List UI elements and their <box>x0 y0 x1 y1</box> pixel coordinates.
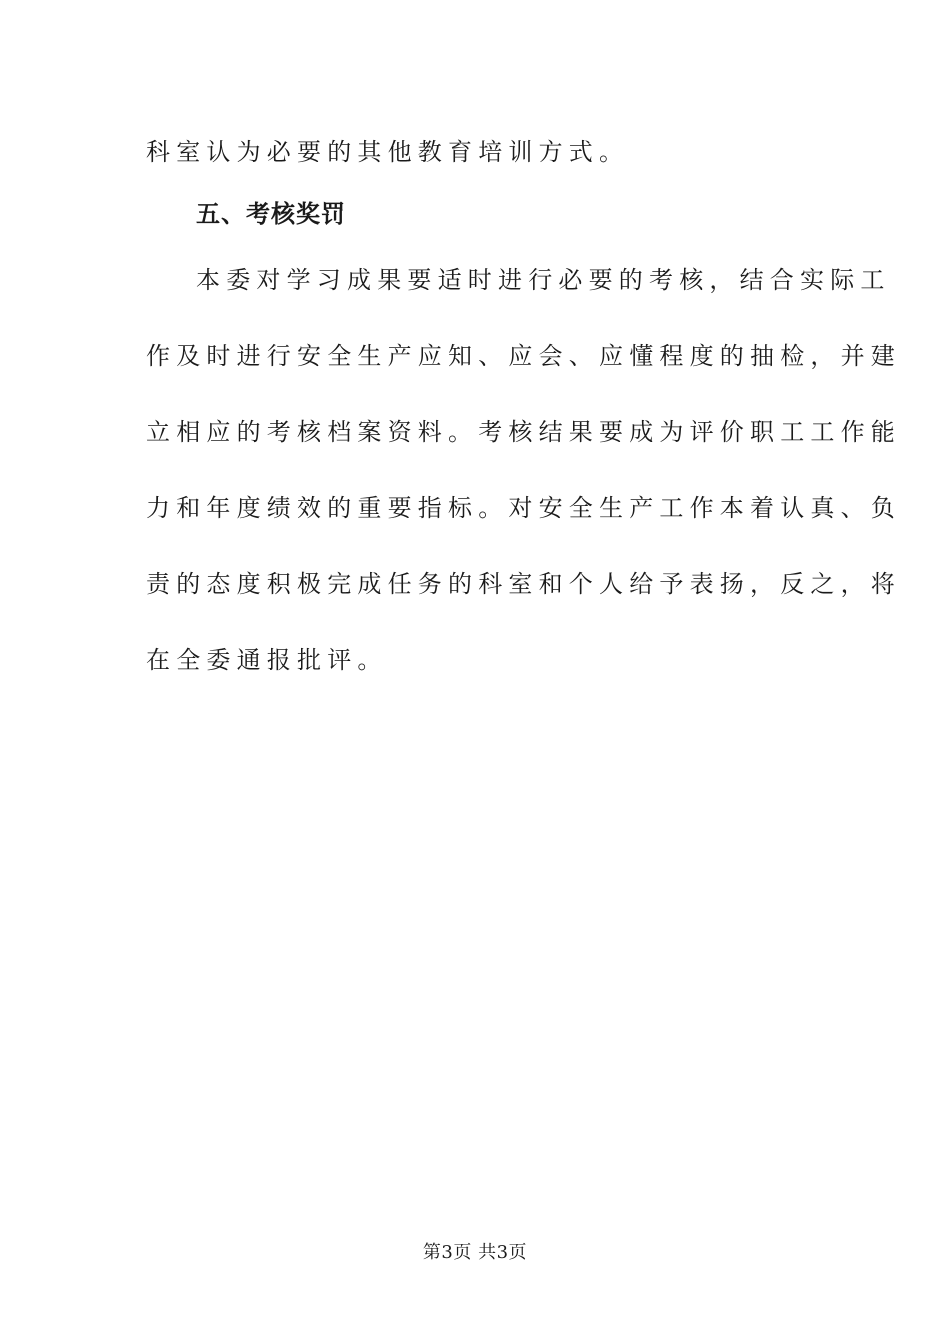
section-heading: 五、考核奖罚 <box>196 200 346 228</box>
page-number-footer: 第3页 共3页 <box>422 1242 528 1263</box>
paragraph-line-4: 力和年度绩效的重要指标。对安全生产工作本着认真、负 <box>146 494 901 522</box>
paragraph-line-5: 责的态度积极完成任务的科室和个人给予表扬，反之，将 <box>146 570 901 598</box>
paragraph-line-3: 立相应的考核档案资料。考核结果要成为评价职工工作能 <box>146 418 901 446</box>
paragraph-line-6: 在全委通报批评。 <box>146 646 388 674</box>
intro-tail-line: 科室认为必要的其他教育培训方式。 <box>146 138 630 166</box>
paragraph-line-1: 本委对学习成果要适时进行必要的考核，结合实际工 <box>196 266 891 294</box>
paragraph-line-2: 作及时进行安全生产应知、应会、应懂程度的抽检，并建 <box>146 342 901 370</box>
